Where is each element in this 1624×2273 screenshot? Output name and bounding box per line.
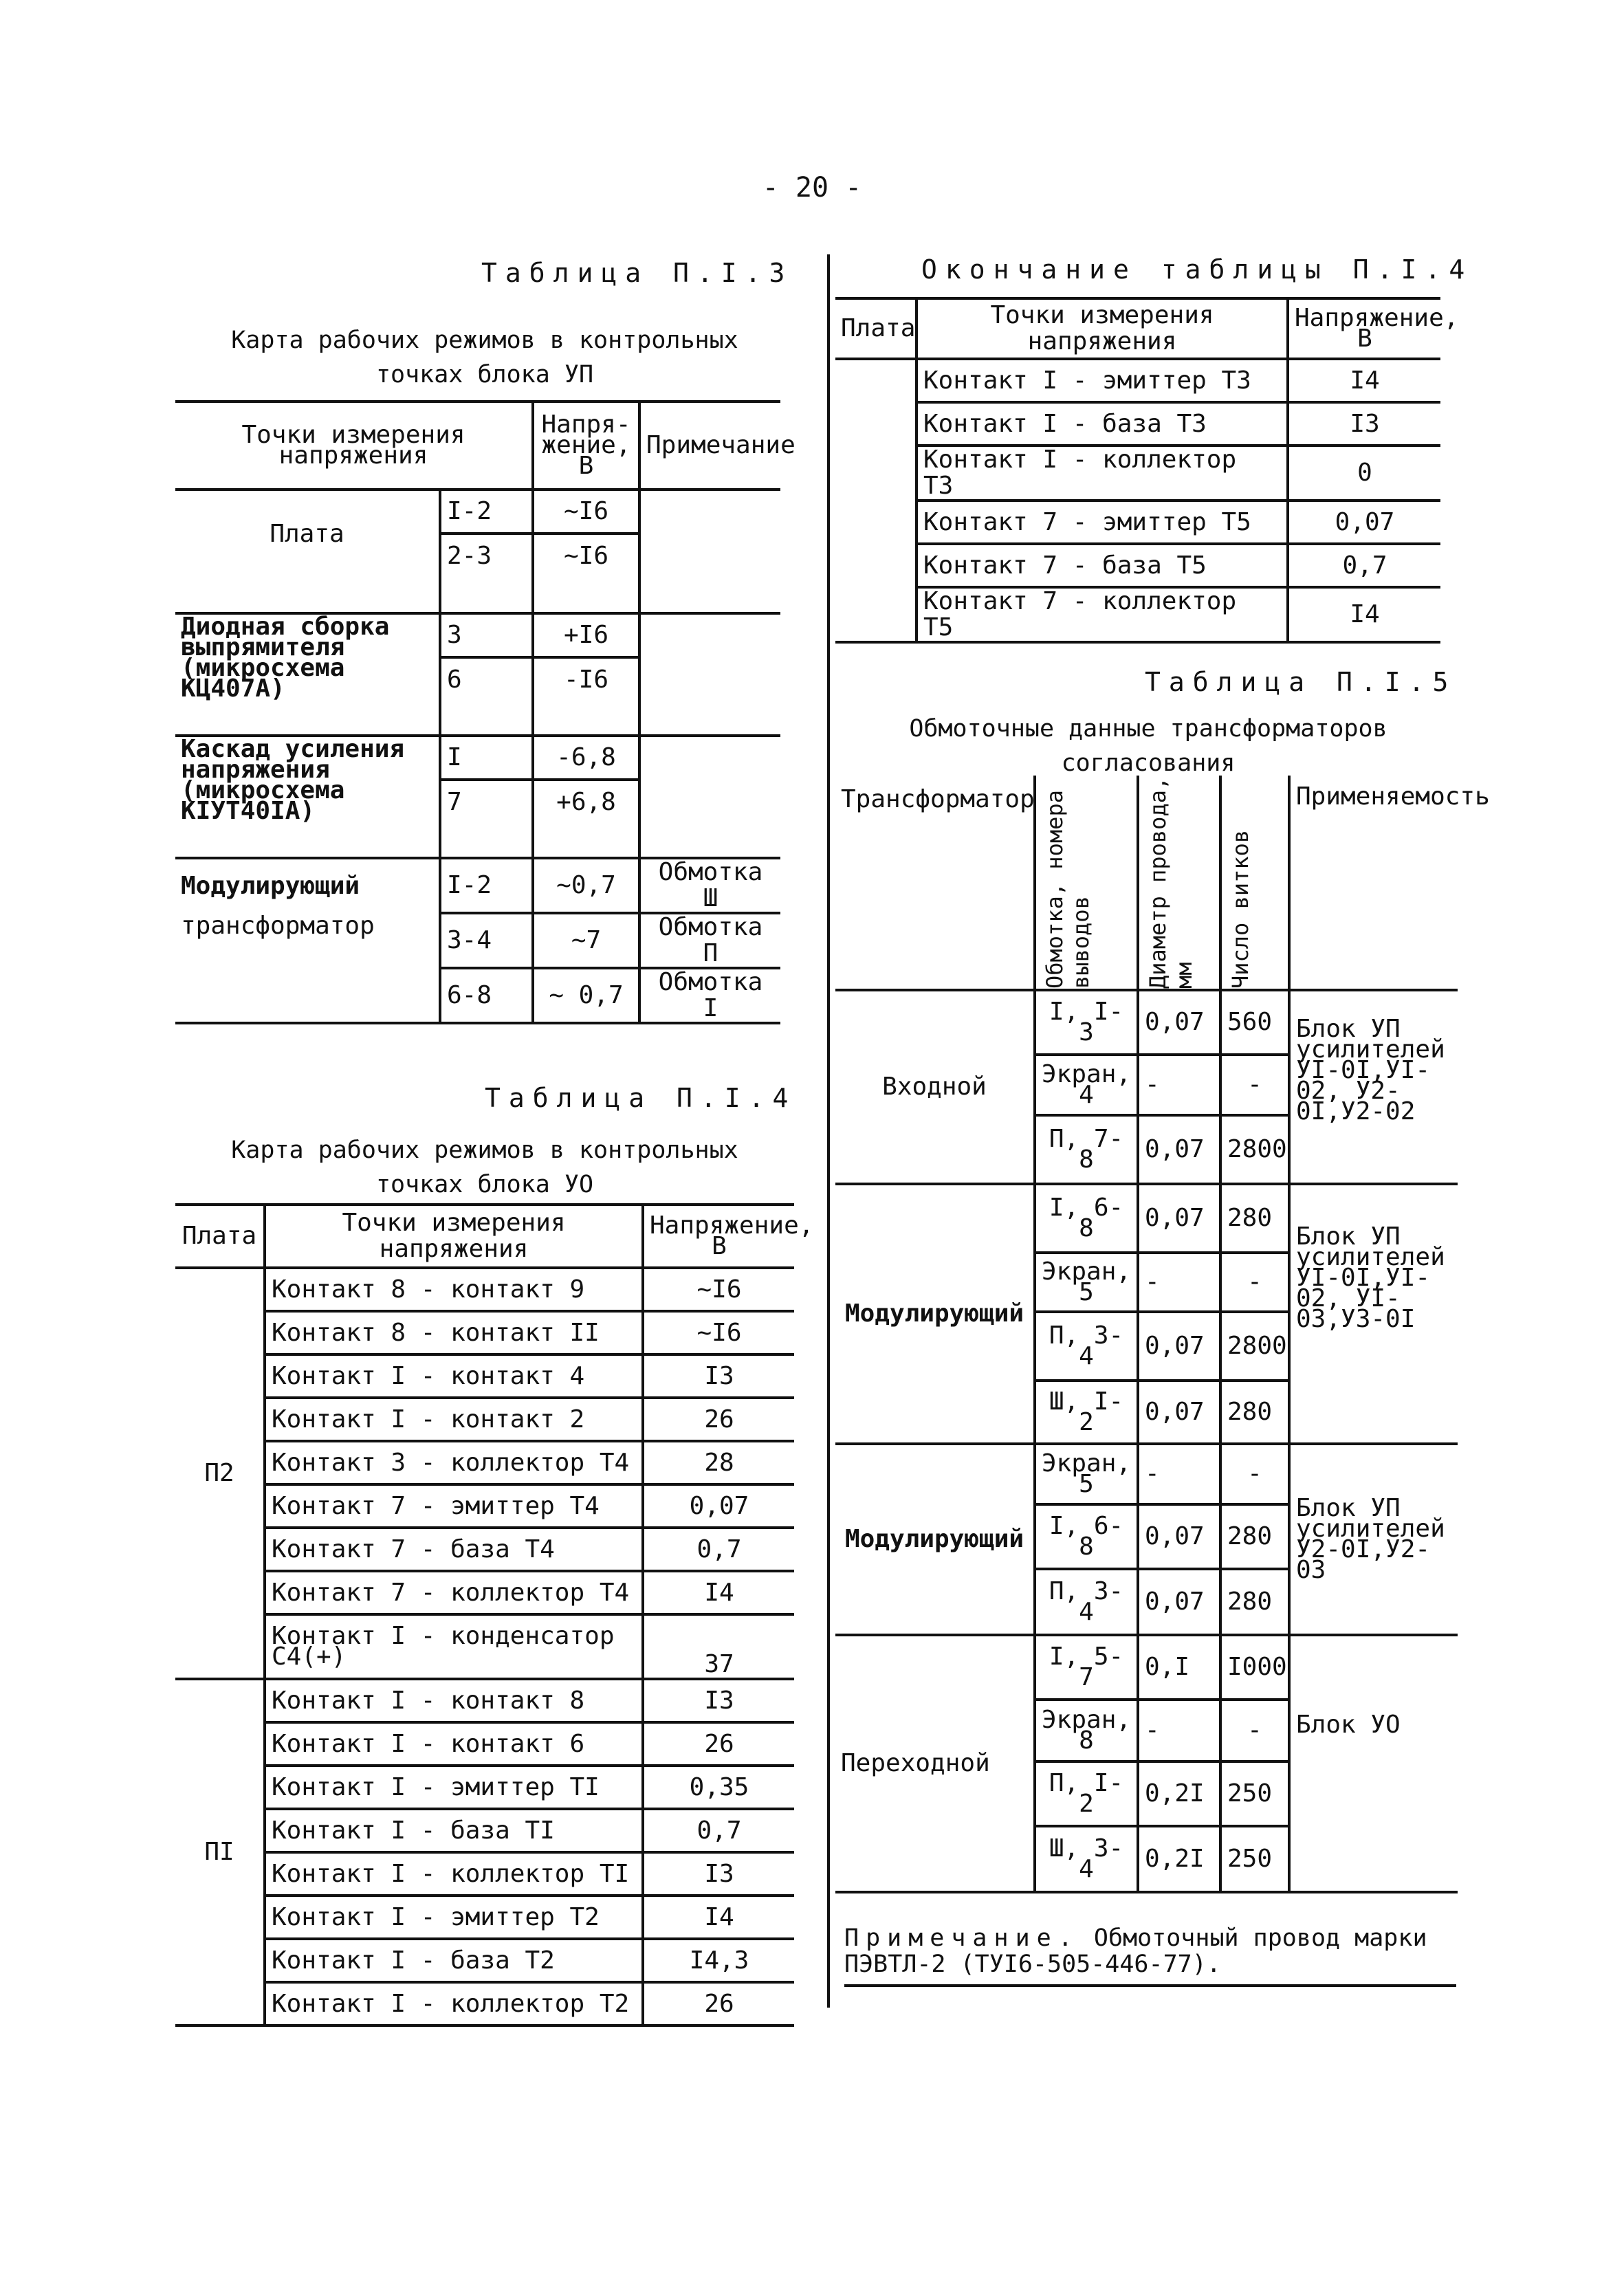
t3-voltage: ~I6 xyxy=(533,534,639,578)
t5-winding: I, 6-8 xyxy=(1035,1504,1138,1569)
t5-turns: 280 xyxy=(1220,1569,1289,1635)
t4-point: Контакт 7 - база Т4 xyxy=(265,1528,643,1571)
t3-point: I xyxy=(440,736,533,780)
t4-voltage: I4 xyxy=(643,1896,794,1939)
t5-group-name: Переходной xyxy=(835,1635,1035,1892)
t5-turns: 2800 xyxy=(1220,1312,1289,1381)
t5-diameter: 0,07 xyxy=(1138,1312,1220,1381)
t4-point: Контакт I - контакт 4 xyxy=(265,1354,643,1398)
t3-note xyxy=(639,534,780,578)
t4-caption: Таблица П.I.4 xyxy=(485,1083,797,1113)
t3-group-name: Плата xyxy=(270,520,344,548)
t4-header-points: Точки измерения напряжения xyxy=(265,1205,643,1268)
t5-winding: П, 3-4 xyxy=(1035,1569,1138,1635)
t4-point: Контакт 8 - контакт II xyxy=(265,1311,643,1354)
t5-winding: Экран, 5 xyxy=(1035,1444,1138,1504)
t5-winding: П, 3-4 xyxy=(1035,1312,1138,1381)
t4-point: Контакт I - база Т2 xyxy=(265,1939,643,1982)
t4-voltage: 37 xyxy=(643,1614,794,1679)
t5-diameter: 0,07 xyxy=(1138,1184,1220,1253)
t4-voltage: 0,07 xyxy=(643,1484,794,1528)
t3-voltage: +6,8 xyxy=(533,780,639,824)
t4-voltage: I4 xyxy=(643,1571,794,1614)
t4-voltage: ~I6 xyxy=(643,1268,794,1311)
t3-point: 3 xyxy=(440,613,533,657)
t5-winding: Ш, I-2 xyxy=(1035,1381,1138,1444)
t4-voltage: 26 xyxy=(643,1398,794,1441)
t5-usage: Блок УП усилителей УI-0I,УI-02, У2-0I,У2-02 xyxy=(1289,990,1458,1184)
t3-note: Обмотка I xyxy=(639,968,780,1023)
t5-turns: 560 xyxy=(1220,990,1289,1055)
t3-point: I-2 xyxy=(440,490,533,534)
t3-voltage: +I6 xyxy=(533,613,639,657)
column-divider xyxy=(827,254,830,2008)
t5-turns: 250 xyxy=(1220,1761,1289,1826)
t3-point: 3-4 xyxy=(440,913,533,968)
t4-end-voltage: I3 xyxy=(1288,402,1440,446)
t5-diameter: - xyxy=(1138,1700,1220,1761)
t5-turns: 280 xyxy=(1220,1381,1289,1444)
t3-group-name-line2: трансформатор xyxy=(181,912,375,940)
t5-diameter: 0,07 xyxy=(1138,1115,1220,1184)
t3-voltage: ~0,7 xyxy=(533,858,639,913)
t3-header-voltage: Напря-жение, В xyxy=(533,402,639,490)
t5-diameter: 0,07 xyxy=(1138,1504,1220,1569)
t4-voltage: 26 xyxy=(643,1982,794,2025)
t3-voltage: -6,8 xyxy=(533,736,639,780)
page-number: - 20 - xyxy=(762,172,862,204)
t4-point: Контакт I - контакт 2 xyxy=(265,1398,643,1441)
t4-title-line1: Карта рабочих режимов в контрольных xyxy=(231,1136,738,1164)
t5-diameter: 0,2I xyxy=(1138,1826,1220,1892)
t4-end-point: Контакт I - эмиттер Т3 xyxy=(917,359,1288,402)
t4-end-voltage: 0 xyxy=(1288,446,1440,501)
t4-point: Контакт 7 - эмиттер Т4 xyxy=(265,1484,643,1528)
t4-voltage: I4,3 xyxy=(643,1939,794,1982)
t4-board: П2 xyxy=(175,1268,265,1679)
t5-turns: - xyxy=(1220,1253,1289,1312)
t3-voltage: ~I6 xyxy=(533,490,639,534)
t4-end-header-points: Точки измерения напряжения xyxy=(917,298,1288,359)
t5-turns: - xyxy=(1220,1444,1289,1504)
t4-header-board: Плата xyxy=(182,1222,257,1250)
t5-diameter: 0,2I xyxy=(1138,1761,1220,1826)
t4-board: ПI xyxy=(175,1679,265,2025)
t3-table xyxy=(175,400,795,1024)
t5-usage: Блок УП усилителей У2-0I,У2-03 xyxy=(1289,1444,1458,1635)
t3-note xyxy=(639,490,780,534)
t5-group-name: Модулирующий xyxy=(835,1444,1035,1635)
t5-winding: Ш, 3-4 xyxy=(1035,1826,1138,1892)
t3-header-note: Примечание xyxy=(639,402,780,490)
t5-turns: - xyxy=(1220,1700,1289,1761)
t3-caption: Таблица П.I.3 xyxy=(481,258,793,288)
t4-end-point: Контакт I - база Т3 xyxy=(917,402,1288,446)
t5-winding: Экран, 8 xyxy=(1035,1700,1138,1761)
t5-header-transformer: Трансформатор xyxy=(841,785,1035,813)
t5-winding: П, 7-8 xyxy=(1035,1115,1138,1184)
t4-end-point: Контакт 7 - база Т5 xyxy=(917,544,1288,587)
t5-header-winding-cell xyxy=(1035,776,1138,990)
t4-voltage: I3 xyxy=(643,1852,794,1896)
t4-point: Контакт 3 - коллектор Т4 xyxy=(265,1441,643,1484)
t5-header-diameter-cell xyxy=(1138,776,1220,990)
t4-end-voltage: 0,7 xyxy=(1288,544,1440,587)
t4-point: Контакт I - коллектор Т2 xyxy=(265,1982,643,2025)
t5-winding: Экран, 5 xyxy=(1035,1253,1138,1312)
t5-header-turns-cell xyxy=(1220,776,1289,990)
t4-end-voltage: I4 xyxy=(1288,359,1440,402)
t5-winding: I, 6-8 xyxy=(1035,1184,1138,1253)
t3-point: I-2 xyxy=(440,858,533,913)
t5-header-winding: Обмотка, номера выводов xyxy=(1042,790,1094,989)
t5-diameter: - xyxy=(1138,1444,1220,1504)
t4-end-board-cell xyxy=(835,359,917,642)
t5-group-name: Входной xyxy=(835,990,1035,1184)
t5-turns: 2800 xyxy=(1220,1115,1289,1184)
t3-note xyxy=(639,657,780,701)
t4-end-voltage: I4 xyxy=(1288,587,1440,642)
t4-voltage: 0,7 xyxy=(643,1809,794,1852)
t4-point: Контакт I - эмиттер Т2 xyxy=(265,1896,643,1939)
t5-winding: I, 5-7 xyxy=(1035,1635,1138,1700)
t4-end-point: Контакт 7 - коллектор Т5 xyxy=(917,587,1288,642)
t5-group-name: Модулирующий xyxy=(835,1184,1035,1444)
t3-note xyxy=(639,736,780,780)
t4-end-voltage: 0,07 xyxy=(1288,501,1440,544)
t3-group-name: Каскад усиления напряжения (микросхема КIУТ40IА) xyxy=(181,735,405,825)
t5-turns: 250 xyxy=(1220,1826,1289,1892)
t3-note: Обмотка Ш xyxy=(639,858,780,913)
t3-note: Обмотка П xyxy=(639,913,780,968)
t4-voltage: 28 xyxy=(643,1441,794,1484)
t3-point: 6-8 xyxy=(440,968,533,1023)
t3-voltage: ~7 xyxy=(533,913,639,968)
t5-diameter: - xyxy=(1138,1253,1220,1312)
t5-diameter: 0,07 xyxy=(1138,990,1220,1055)
t4-point: Контакт I - контакт 6 xyxy=(265,1722,643,1766)
t5-header-diameter: Диаметр провода, мм xyxy=(1145,776,1197,989)
t4-end-point: Контакт I - коллектор Т3 xyxy=(917,446,1288,501)
t5-table xyxy=(835,776,1490,1893)
t3-point: 2-3 xyxy=(440,534,533,578)
t3-voltage: ~ 0,7 xyxy=(533,968,639,1023)
t3-voltage: -I6 xyxy=(533,657,639,701)
t4-end-point: Контакт 7 - эмиттер Т5 xyxy=(917,501,1288,544)
t5-winding: I, I-3 xyxy=(1035,990,1138,1055)
t3-title xyxy=(175,323,794,392)
t5-winding: Экран, 4 xyxy=(1035,1055,1138,1115)
t3-point: 6 xyxy=(440,657,533,701)
t3-point: 7 xyxy=(440,780,533,824)
t3-note xyxy=(639,613,780,657)
t5-turns: 280 xyxy=(1220,1184,1289,1253)
t5-caption: Таблица П.I.5 xyxy=(1145,667,1457,697)
t5-diameter: 0,07 xyxy=(1138,1381,1220,1444)
t4-end-header-board: Плата xyxy=(841,314,916,342)
t4-voltage: 0,35 xyxy=(643,1766,794,1809)
t4-end-table xyxy=(835,297,1459,644)
t4-title xyxy=(175,1133,794,1202)
t4-point: Контакт 8 - контакт 9 xyxy=(265,1268,643,1311)
t4-title-line2: точках блока УО xyxy=(375,1171,594,1198)
t3-note xyxy=(639,780,780,824)
t3-group-name-line1: Модулирующий xyxy=(181,872,360,900)
t5-title: Обмоточные данные трансформаторов согласования xyxy=(909,715,1387,777)
t5-diameter: 0,I xyxy=(1138,1635,1220,1700)
t4-point: Контакт I - эмиттер ТI xyxy=(265,1766,643,1809)
t4-table xyxy=(175,1203,814,2027)
t4-point: Контакт 7 - коллектор Т4 xyxy=(265,1571,643,1614)
t4-voltage: 0,7 xyxy=(643,1528,794,1571)
t5-turns: 280 xyxy=(1220,1504,1289,1569)
t5-turns: I000 xyxy=(1220,1635,1289,1700)
t4-point: Контакт I - контакт 8 xyxy=(265,1679,643,1722)
t3-title-line2: точках блока УП xyxy=(375,361,594,388)
t5-usage: Блок УО xyxy=(1289,1635,1458,1892)
t4-voltage: ~I6 xyxy=(643,1311,794,1354)
t5-usage: Блок УП усилителей УI-0I,УI-02, УI-03,У3-0I xyxy=(1289,1184,1458,1444)
t5-note xyxy=(844,1925,1456,1987)
t4-end-caption: Окончание таблицы П.I.4 xyxy=(921,254,1473,285)
t4-point: Контакт I - коллектор ТI xyxy=(265,1852,643,1896)
t4-point: Контакт I - конденсатор С4(+) xyxy=(265,1614,643,1679)
t5-note-text: Обмоточный провод марки ПЭВТЛ-2 (ТУI6-505-446-77). xyxy=(844,1924,1427,1978)
t5-turns: - xyxy=(1220,1055,1289,1115)
t3-header-points: Точки измерения напряжения xyxy=(241,421,465,470)
t5-header-usage: Применяемость xyxy=(1289,776,1458,990)
t5-note-label: Примечание. xyxy=(844,1924,1079,1952)
t4-voltage: I3 xyxy=(643,1354,794,1398)
t3-title-line1: Карта рабочих режимов в контрольных xyxy=(231,327,738,354)
t4-end-header-voltage: Напряжение, В xyxy=(1288,298,1440,359)
t4-point: Контакт I - база ТI xyxy=(265,1809,643,1852)
t4-voltage: I3 xyxy=(643,1679,794,1722)
t5-winding: П, I-2 xyxy=(1035,1761,1138,1826)
t4-header-voltage: Напряжение, В xyxy=(643,1205,794,1268)
t5-diameter: - xyxy=(1138,1055,1220,1115)
t4-voltage: 26 xyxy=(643,1722,794,1766)
t3-group-name: Диодная сборка выпрямителя (микросхема КЦ407А) xyxy=(181,613,390,703)
t5-diameter: 0,07 xyxy=(1138,1569,1220,1635)
t5-header-turns: Число витков xyxy=(1227,829,1253,989)
